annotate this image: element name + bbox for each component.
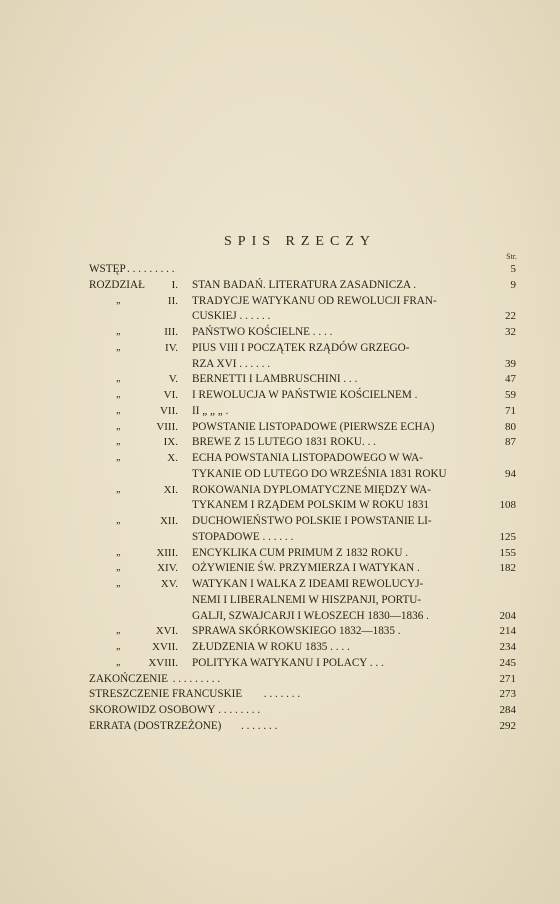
chapter-number: I. xyxy=(171,278,178,291)
page-title: SPIS RZECZY xyxy=(224,234,376,249)
page-number: 59 xyxy=(505,389,516,401)
toc-entry-label: WSTĘP xyxy=(89,263,126,275)
ditto-mark: „ xyxy=(116,483,121,495)
chapter-title: ECHA POWSTANIA LISTOPADOWEGO W WA- xyxy=(192,452,423,464)
chapter-title: OŻYWIENIE ŚW. PRZYMIERZA I WATYKAN . xyxy=(192,562,420,575)
chapter-number: XV. xyxy=(160,578,178,590)
chapter-number: XIV. xyxy=(157,562,178,575)
chapter-title: GALJI, SZWAJCARJI I WŁOSZECH 1830—1836 . xyxy=(192,609,429,622)
ditto-mark: „ xyxy=(116,389,121,400)
page-number: 292 xyxy=(499,719,516,732)
chapter-number: VIII. xyxy=(156,420,178,433)
chapter-number: IX. xyxy=(163,436,178,449)
page-number: 234 xyxy=(499,641,516,653)
page-number: 94 xyxy=(505,467,516,480)
chapter-title: BERNETTI I LAMBRUSCHINI . . . xyxy=(192,373,358,386)
toc-entry-label: ZAKOŃCZENIE xyxy=(89,672,168,685)
page-number: 204 xyxy=(499,609,516,622)
chapter-title: I REWOLUCJA W PAŃSTWIE KOŚCIELNEM . xyxy=(192,389,418,401)
page-number: 5 xyxy=(510,263,516,275)
chapter-title: BREWE Z 15 LUTEGO 1831 ROKU. . . xyxy=(192,436,376,449)
chapter-title: PIUS VIII I POCZĄTEK RZĄDÓW GRZEGO- xyxy=(192,341,410,354)
page-number: 273 xyxy=(499,688,516,701)
page-number: 80 xyxy=(505,420,516,433)
chapter-title: RZA XVI . . . . . . xyxy=(192,357,271,370)
ditto-mark: „ xyxy=(116,420,121,432)
page-number: 39 xyxy=(505,357,516,370)
ditto-mark: „ xyxy=(116,625,121,637)
toc-entry-leader: . . . . . . . xyxy=(241,719,278,732)
chapter-number: VII. xyxy=(159,404,178,417)
ditto-mark: „ xyxy=(116,452,121,463)
chapter-number: XI. xyxy=(163,483,178,496)
chapter-number: XVIII. xyxy=(148,656,178,669)
chapter-title: POWSTANIE LISTOPADOWE (PIERWSZE ECHA) xyxy=(192,420,435,433)
chapter-title: WATYKAN I WALKA Z IDEAMI REWOLUCYJ- xyxy=(192,578,424,590)
chapter-title: TYKANIE OD LUTEGO DO WRZEŚNIA 1831 ROKU xyxy=(192,467,447,480)
chapter-title: PAŃSTWO KOŚCIELNE . . . . xyxy=(192,326,333,338)
toc-entry-leader: . . . . . . . xyxy=(263,688,301,701)
page-number: 22 xyxy=(505,310,516,323)
chapter-number: XVI. xyxy=(155,625,178,638)
chapter-number: XII. xyxy=(159,515,178,527)
page-number: 125 xyxy=(499,530,516,543)
chapter-number: XIII. xyxy=(156,546,178,559)
ditto-mark: „ xyxy=(116,341,121,353)
chapter-number: VI. xyxy=(163,389,178,401)
chapter-title: NEMI I LIBERALNEMI W HISZPANJI, PORTU- xyxy=(192,593,422,606)
chapter-title: SPRAWA SKÓRKOWSKIEGO 1832—1835 . xyxy=(192,625,401,638)
ditto-mark: „ xyxy=(116,373,121,385)
chapter-title: II „ „ „ . xyxy=(192,404,229,417)
page-column-header: Str. xyxy=(506,252,517,261)
chapter-title: TRADYCJE WATYKANU OD REWOLUCJI FRAN- xyxy=(192,294,437,307)
page-number: 271 xyxy=(499,672,516,685)
ditto-mark: „ xyxy=(116,562,121,574)
chapter-title: ENCYKLIKA CUM PRIMUM Z 1832 ROKU . xyxy=(192,546,408,559)
chapter-title: ZŁUDZENIA W ROKU 1835 . . . . xyxy=(192,641,350,653)
page-number: 47 xyxy=(505,373,516,386)
ditto-mark: „ xyxy=(116,515,121,526)
chapter-number: IV. xyxy=(165,341,178,354)
ditto-mark: „ xyxy=(116,546,121,558)
ditto-mark: „ xyxy=(116,578,121,589)
chapter-prefix: ROZDZIAŁ xyxy=(89,278,145,291)
chapter-number: V. xyxy=(168,373,178,386)
chapter-number: X. xyxy=(167,452,178,464)
page-number: 284 xyxy=(499,704,516,716)
chapter-title: STOPADOWE . . . . . . xyxy=(192,530,294,543)
page-number: 32 xyxy=(505,326,516,338)
ditto-mark: „ xyxy=(116,404,121,416)
page-number: 214 xyxy=(499,625,516,638)
page-number: 108 xyxy=(499,499,516,512)
chapter-title: CUSKIEJ . . . . . . xyxy=(192,310,271,323)
ditto-mark: „ xyxy=(116,656,121,668)
ditto-mark: „ xyxy=(116,436,121,448)
chapter-title: STAN BADAŃ. LITERATURA ZASADNICZA . xyxy=(192,278,417,291)
ditto-mark: „ xyxy=(116,641,121,652)
page-number: 71 xyxy=(505,404,516,417)
page-number: 182 xyxy=(499,562,516,575)
page-number: 87 xyxy=(505,436,516,449)
chapter-number: II. xyxy=(167,294,178,307)
chapter-number: XVII. xyxy=(152,641,178,653)
toc-entry-leader: . . . . . . . . . xyxy=(127,263,175,275)
page-number: 245 xyxy=(499,656,516,669)
toc-entry-leader: . . . . . . . . xyxy=(218,704,261,716)
toc-entry-label: STRESZCZENIE FRANCUSKIE xyxy=(89,688,243,701)
toc-entry-label: SKOROWIDZ OSOBOWY xyxy=(89,704,216,716)
chapter-title: ROKOWANIA DYPLOMATYCZNE MIĘDZY WA- xyxy=(192,483,431,496)
chapter-title: TYKANEM I RZĄDEM POLSKIM W ROKU 1831 xyxy=(192,499,430,512)
chapter-title: DUCHOWIEŃSTWO POLSKIE I POWSTANIE LI- xyxy=(192,515,432,527)
chapter-title: POLITYKA WATYKANU I POLACY . . . xyxy=(192,656,384,669)
chapter-number: III. xyxy=(164,326,178,338)
ditto-mark: „ xyxy=(116,326,121,337)
ditto-mark: „ xyxy=(116,294,121,306)
toc-entry-label: ERRATA (DOSTRZEŻONE) xyxy=(89,719,222,732)
page-number: 155 xyxy=(499,546,516,559)
toc-entry-leader: . . . . . . . . . xyxy=(172,672,221,685)
page-number: 9 xyxy=(510,278,516,291)
